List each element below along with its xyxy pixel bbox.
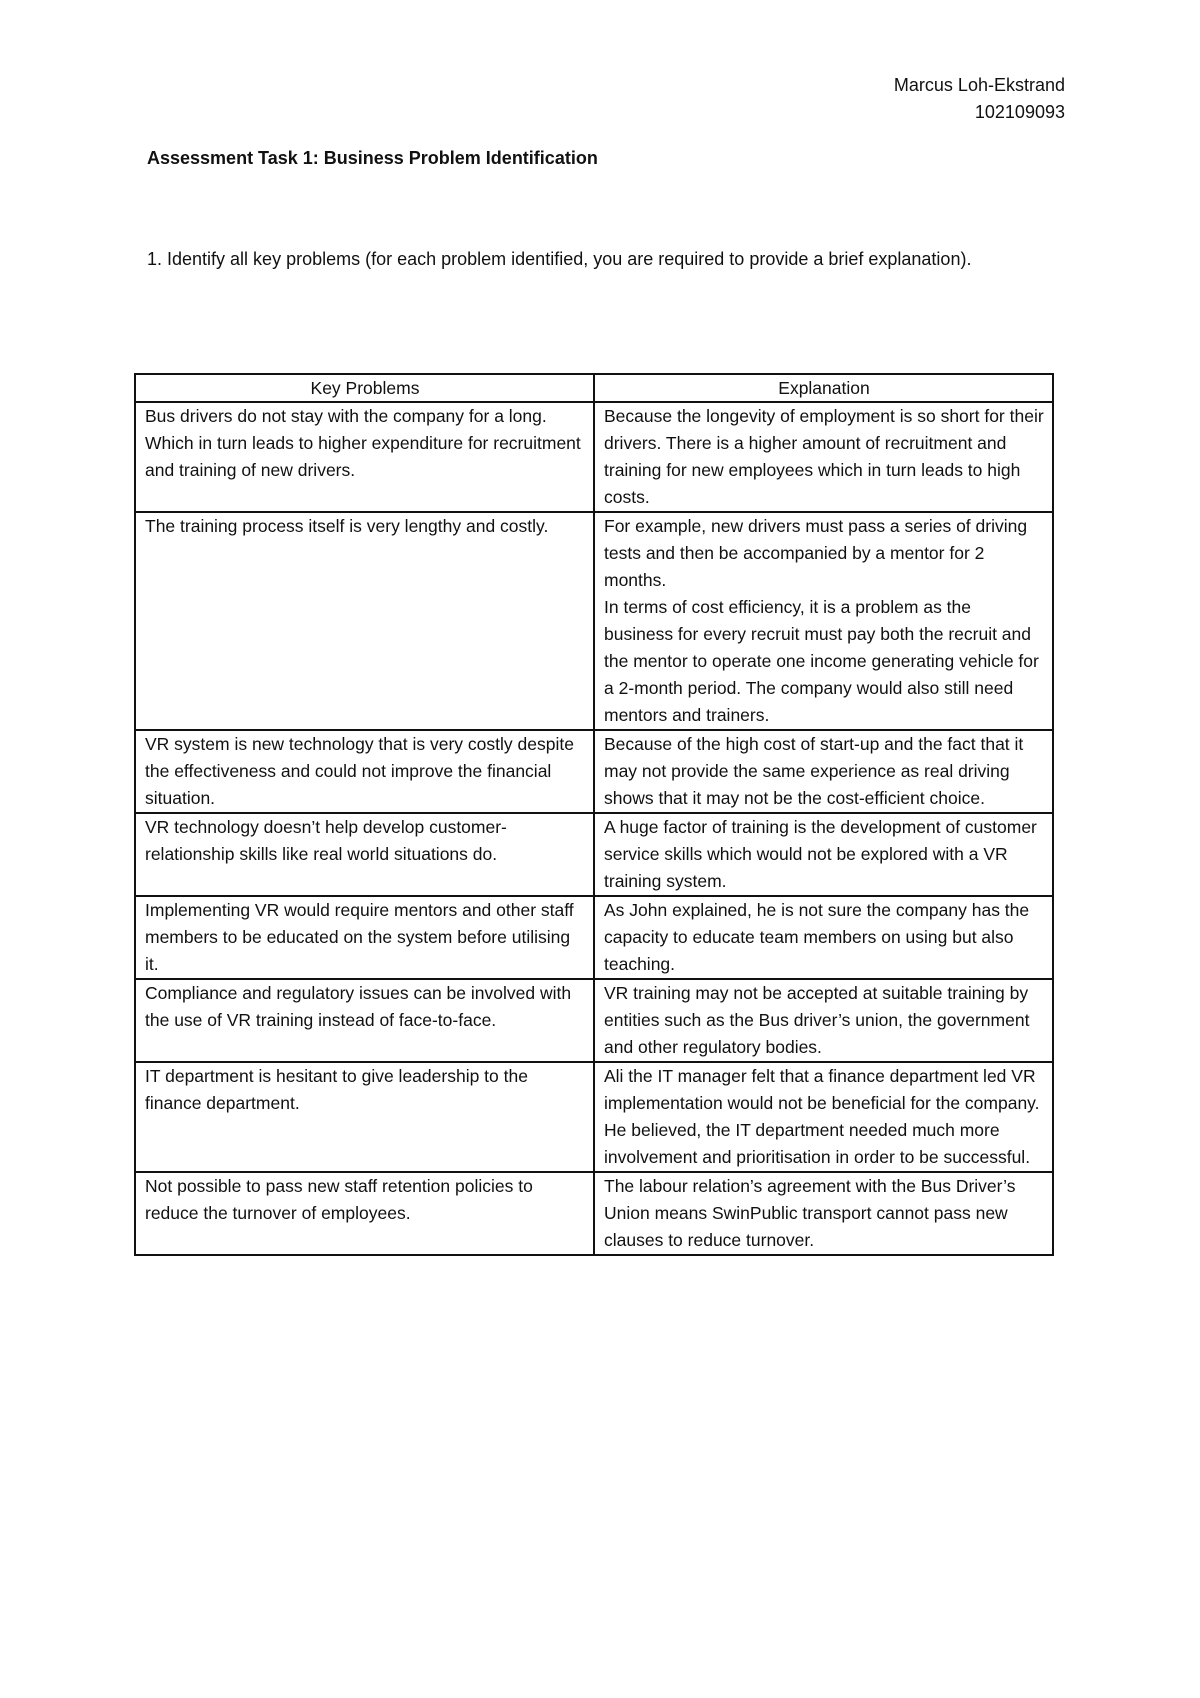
explanation-cell — [594, 730, 1053, 813]
problem-cell — [135, 979, 594, 1062]
explanation-text: Because the longevity of employment is so short for their drivers. There is a higher amount of recruitment and training for new employees which in turn leads to high costs. — [604, 406, 1044, 507]
table-row — [135, 402, 1053, 512]
explanation-text: VR training may not be accepted at suitable training by entities such as the Bus driver’s union, the government and other regulatory bodies. — [604, 983, 1030, 1057]
table-row — [135, 1172, 1053, 1255]
problem-cell — [135, 402, 594, 512]
author-name: Marcus Loh-Ekstrand — [893, 75, 1065, 95]
explanation-text: The labour relation’s agreement with the Bus Driver’s Union means SwinPublic transport cannot pass new clauses to reduce turnover. — [604, 1176, 1016, 1250]
problem-cell — [135, 1062, 594, 1172]
table-row — [135, 512, 1053, 730]
problem-cell — [135, 1172, 594, 1255]
explanation-cell — [594, 979, 1053, 1062]
author-header — [894, 72, 1065, 126]
problem-cell — [135, 512, 594, 730]
problem-text: Bus drivers do not stay with the company for a long. Which in turn leads to higher expenditure for recruitment and training of new drivers. — [145, 406, 581, 480]
explanation-cell — [594, 813, 1053, 896]
explanation-cell — [594, 1172, 1053, 1255]
column-header-key-problems: Key Problems — [135, 374, 594, 402]
problem-text: Compliance and regulatory issues can be involved with the use of VR training instead of face-to-face. — [145, 983, 572, 1030]
problem-text: VR system is new technology that is very costly despite the effectiveness and could not improve the financial situation. — [145, 734, 574, 808]
explanation-cell — [594, 512, 1053, 730]
problem-text: IT department is hesitant to give leadership to the finance department. — [145, 1066, 528, 1113]
problem-cell — [135, 730, 594, 813]
document-title: Assessment Task 1: Business Problem Identification — [147, 148, 598, 168]
table-row — [135, 896, 1053, 979]
explanation-cell — [594, 1062, 1053, 1172]
table-row — [135, 730, 1053, 813]
explanation-text: Ali the IT manager felt that a finance department led VR implementation would not be beneficial for the company. He believed, the IT department needed much more involvement and prioritisation in order to be successful. — [604, 1066, 1040, 1167]
problem-text: The training process itself is very lengthy and costly. — [145, 516, 549, 536]
explanation-text: As John explained, he is not sure the company has the capacity to educate team members on using but also teaching. — [604, 900, 1030, 974]
explanation-text: For example, new drivers must pass a series of driving tests and then be accompanied by a mentor for 2 months. In terms of cost efficiency, it is a problem as the business for every recruit must pay both the recruit and the mentor to operate one income generating vehicle for a 2-month period. The company would also still need mentors and trainers. — [604, 516, 1039, 725]
problem-text: Implementing VR would require mentors and other staff members to be educated on the system before utilising it. — [145, 900, 574, 974]
table-row — [135, 813, 1053, 896]
question-text: 1. Identify all key problems (for each problem identified, you are required to provide a brief explanation). — [147, 249, 972, 269]
explanation-cell — [594, 896, 1053, 979]
student-id: 102109093 — [974, 102, 1065, 122]
problem-text: Not possible to pass new staff retention policies to reduce the turnover of employees. — [145, 1176, 533, 1223]
key-problems-table — [134, 373, 1054, 1256]
table-header-row — [135, 374, 1053, 402]
explanation-text: A huge factor of training is the development of customer service skills which would not be explored with a VR training system. — [604, 817, 1037, 891]
column-header-explanation: Explanation — [594, 374, 1053, 402]
problem-cell — [135, 896, 594, 979]
explanation-text: Because of the high cost of start-up and the fact that it may not provide the same experience as real driving shows that it may not be the cost-efficient choice. — [604, 734, 1024, 808]
table-row — [135, 1062, 1053, 1172]
explanation-cell — [594, 402, 1053, 512]
problem-cell — [135, 813, 594, 896]
problem-text: VR technology doesn’t help develop customer-relationship skills like real world situations do. — [145, 817, 507, 864]
table-row — [135, 979, 1053, 1062]
